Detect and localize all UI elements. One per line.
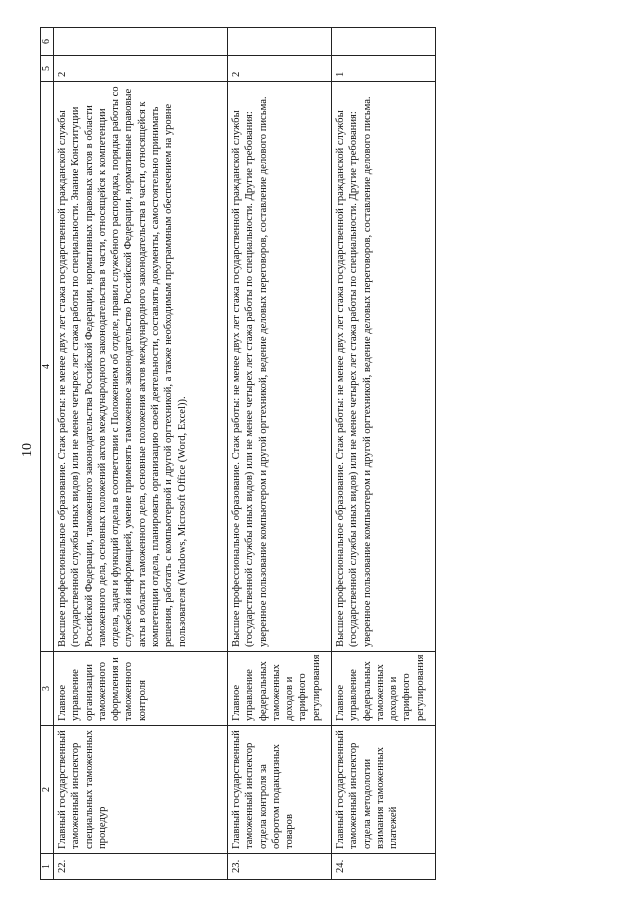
col-header-1: 1 [41,854,54,880]
department-name: Главное управление федеральных таможенных доходов и тарифного регулирования [332,652,436,726]
col-header-4: 4 [41,82,54,652]
position-title: Главный государственный таможенный инспектор специальных таможенных процедур [54,726,228,854]
row-number: 24. [332,854,436,880]
table-row [54,28,228,880]
table-row [332,28,436,880]
col6-value [228,28,332,56]
count-value: 1 [332,56,436,82]
header-row [41,28,54,880]
row-number: 23. [228,854,332,880]
qualification-requirements: Высшее профессиональное образование. Стаж работы: не менее двух лет стажа государственной гражданской службы (государственной службы иных видов) или не менее четырех лет стажа работы по специальности. Другие требования: уверенное пользование компьютером и другой оргтехникой, ведение деловых переговоров, составление делового письма. [332,82,436,652]
count-value: 2 [54,56,228,82]
table-row [228,28,332,880]
qualification-requirements: Высшее профессиональное образование. Стаж работы: не менее двух лет стажа государственной гражданской службы (государственной службы иных видов) или не менее четырех лет стажа работы по специальности. Другие требования: уверенное пользование компьютером и другой оргтехникой, ведение деловых переговоров, составление делового письма. [228,82,332,652]
page-number: 10 [20,443,35,457]
col-header-2: 2 [41,726,54,854]
col-header-3: 3 [41,652,54,726]
department-name: Главное управление организации таможенного оформления и таможенного контроля [54,652,228,726]
qualification-requirements: Высшее профессиональное образование. Стаж работы: не менее двух лет стажа государственной гражданской службы (государственной службы иных видов) или не менее четырех лет стажа работы по специальности. Знание Конституции Российской Федерации, таможенного законодательства Российской Федерации, нормативных правовых актов в области таможенного дела, основных положений актов международного законодательства в части, относящейся к компетенции отдела, задач и функций отдела в соответствии с Положением об отделе, правил служебного распорядка, порядка работы со служебной информацией, умение применять таможенное законодательство Российской Федерации, нормативные правовые акты в области таможенного дела, основные положения актов международного законодательства в части, относящейся к компетенции отдела, планировать организацию своей деятельности, составлять документы, самостоятельно принимать решения, работать с компьютерной и другой оргтехникой, а также необходимым программным обеспечением на уровне пользователя (Windows, Microsoft Office (Word, Excel)). [54,82,228,652]
col-header-5: 5 [41,56,54,82]
col6-value [332,28,436,56]
col-header-6: 6 [41,28,54,56]
position-title: Главный государственный таможенный инспектор отдела контроля за оборотом подакцизных товаров [228,726,332,854]
count-value: 2 [228,56,332,82]
position-title: Главный государственный таможенный инспектор отдела методологии взимания таможенных платежей [332,726,436,854]
positions-table [40,27,436,880]
row-number: 22. [54,854,228,880]
col6-value [54,28,228,56]
department-name: Главное управление федеральных таможенных доходов и тарифного регулирования [228,652,332,726]
